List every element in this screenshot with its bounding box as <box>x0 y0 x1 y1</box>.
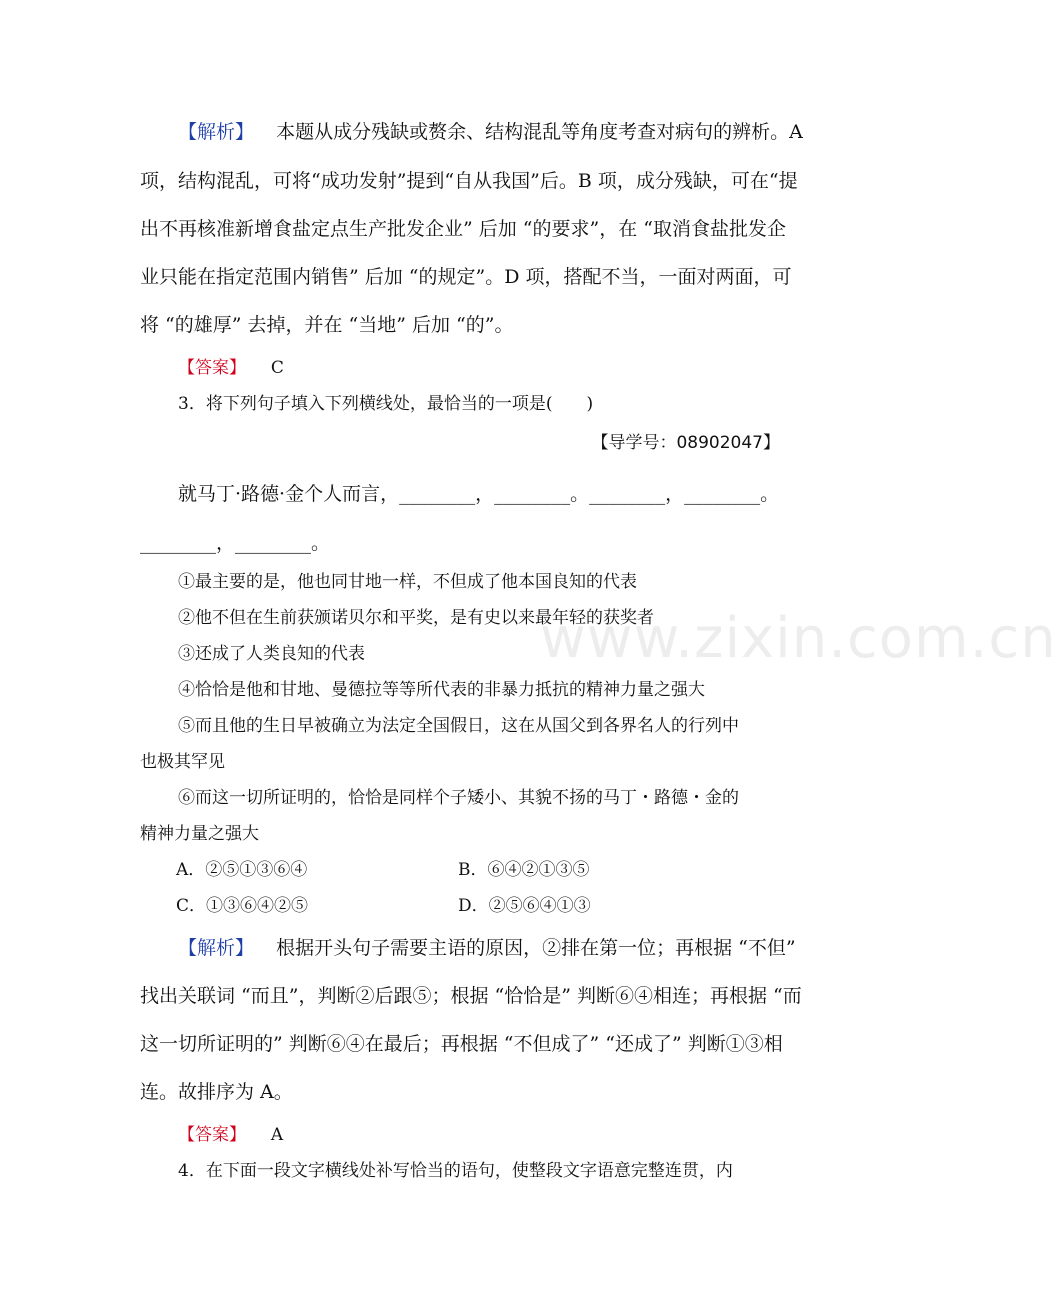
sentence-5-cont: 也极其罕见 <box>140 752 225 772</box>
option-d: D．②⑤⑥④①③ <box>458 896 591 916</box>
answer-tag: 【答案】 <box>178 1125 246 1145</box>
sentence-6: ⑥而这一切所证明的，恰恰是同样个子矮小、其貌不扬的马丁・路德・金的 <box>178 788 739 808</box>
q3-analysis-line-1 <box>140 933 818 960</box>
q3-passage-line-1: 就马丁·路德·金个人而言，________，________。________，________。 <box>178 483 780 505</box>
q2-analysis-line-1 <box>140 117 818 144</box>
option-c: C．①③⑥④②⑤ <box>176 896 309 916</box>
analysis-text: 根据开头句子需要主语的原因，②排在第一位；再根据 “不但” <box>276 937 796 959</box>
q2-analysis-line-2: 项，结构混乱，可将“成功发射”提到“自从我国”后。B 项，成分残缺，可在“提 <box>140 170 798 192</box>
option-b: B．⑥④②①③⑤ <box>458 860 590 880</box>
sentence-5: ⑤而且他的生日早被确立为法定全国假日，这在从国父到各界名人的行列中 <box>178 716 739 736</box>
watermark: www.zixin.com.cn <box>540 606 1057 671</box>
analysis-text: 本题从成分残缺或赘余、结构混乱等角度考查对病句的辨析。A <box>276 121 803 143</box>
q3-analysis-line-4: 连。故排序为 A。 <box>140 1081 293 1103</box>
q3-answer <box>140 1120 818 1145</box>
q2-analysis-line-4: 业只能在指定范围内销售” 后加 “的规定”。D 项，搭配不当，一面对两面，可 <box>140 266 792 288</box>
sentence-3: ③还成了人类良知的代表 <box>178 644 365 664</box>
sentence-4: ④恰恰是他和甘地、曼德拉等等所代表的非暴力抵抗的精神力量之强大 <box>178 680 705 700</box>
q3-analysis-line-3: 这一切所证明的” 判断⑥④在最后；再根据 “不但成了” “还成了” 判断①③相 <box>140 1033 783 1055</box>
q2-answer <box>140 353 818 378</box>
answer-value: C <box>270 358 284 378</box>
answer-tag: 【答案】 <box>178 358 246 378</box>
sentence-6-cont: 精神力量之强大 <box>140 824 259 844</box>
sentence-1: ①最主要的是，他也同甘地一样，不但成了他本国良知的代表 <box>178 572 637 592</box>
analysis-tag: 【解析】 <box>178 121 255 143</box>
sentence-2: ②他不但在生前获颁诺贝尔和平奖，是有史以来最年轻的获奖者 <box>178 608 654 628</box>
option-a: A．②⑤①③⑥④ <box>176 860 308 880</box>
q4-stem: 4．在下面一段文字横线处补写恰当的语句，使整段文字语意完整连贯，内 <box>178 1161 733 1181</box>
analysis-tag: 【解析】 <box>178 937 255 959</box>
q3-passage-line-2: ________，________。 <box>140 532 331 554</box>
answer-value: A <box>270 1125 284 1145</box>
q3-analysis-line-2: 找出关联词 “而且”，判断②后跟⑤；根据 “恰恰是” 判断⑥④相连；再根据 “而 <box>140 985 802 1007</box>
guide-number: 【导学号：08902047】 <box>591 433 780 453</box>
q2-analysis-line-5: 将 “的雄厚” 去掉，并在 “当地” 后加 “的”。 <box>140 314 514 336</box>
q2-analysis-line-3: 出不再核准新增食盐定点生产批发企业” 后加 “的要求”，在 “取消食盐批发企 <box>140 218 786 240</box>
q3-stem: 3．将下列句子填入下列横线处，最恰当的一项是( ) <box>178 394 594 414</box>
